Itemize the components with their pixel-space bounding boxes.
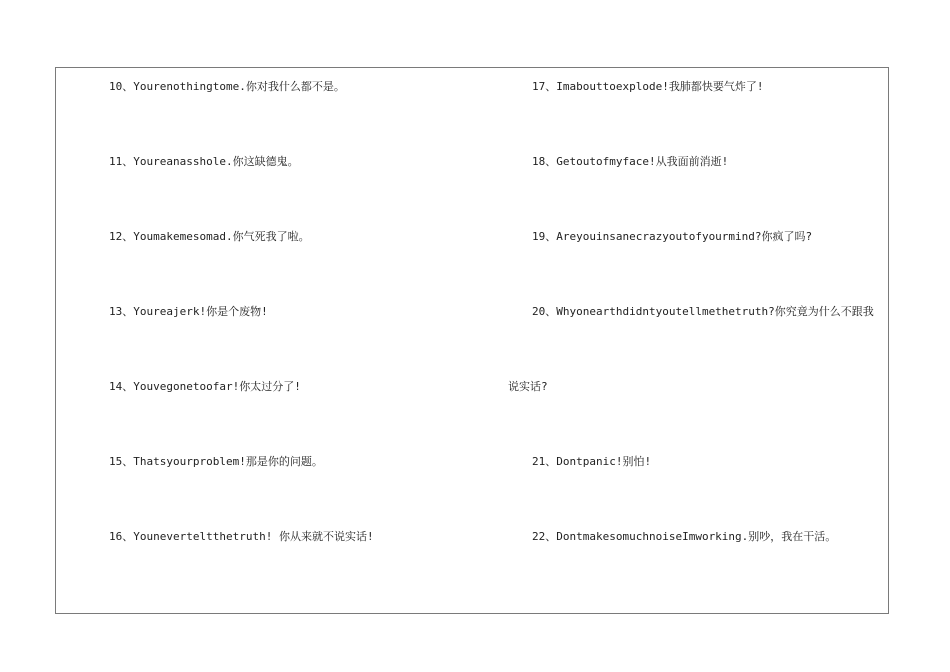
phrase-20: 20、Whyonearthdidntyoutellmethetruth?你究竟为什么不跟我: [532, 305, 874, 318]
phrase-19: 19、Areyouinsanecrazyoutofyourmind?你疯了吗?: [532, 230, 813, 243]
phrase-21: 21、Dontpanic!别怕!: [532, 455, 652, 468]
phrase-20-continuation: 说实话?: [508, 380, 548, 393]
phrase-11: 11、Youreanasshole.你这缺德鬼。: [109, 155, 299, 168]
phrase-22: 22、DontmakesomuchnoiseImworking.别吵，我在干活。: [532, 530, 837, 543]
phrase-18: 18、Getoutofmyface!从我面前消逝!: [532, 155, 729, 168]
phrase-17: 17、Imabouttoexplode!我肺都快要气炸了!: [532, 80, 764, 93]
phrase-10: 10、Yourenothingtome.你对我什么都不是。: [109, 80, 345, 93]
phrase-16: 16、Youneverteltthetruth! 你从来就不说实话!: [109, 530, 374, 543]
phrase-12: 12、Youmakemesomad.你气死我了啦。: [109, 230, 310, 243]
phrase-13: 13、Youreajerk!你是个废物!: [109, 305, 268, 318]
phrase-15: 15、Thatsyourproblem!那是你的问题。: [109, 455, 323, 468]
phrase-14: 14、Youvegonetoofar!你太过分了!: [109, 380, 301, 393]
